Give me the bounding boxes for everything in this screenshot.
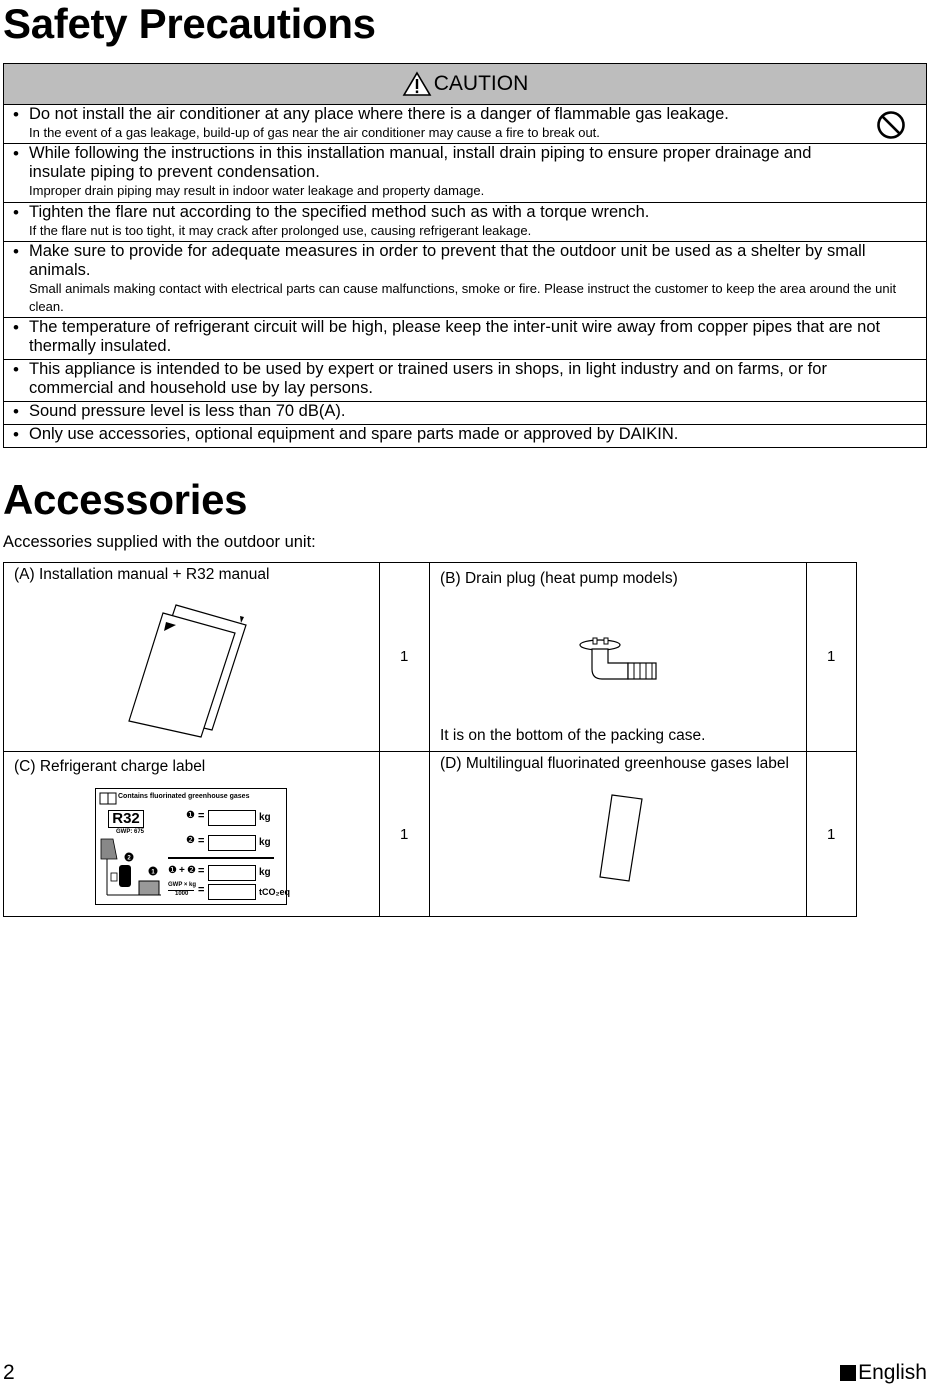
- refrigerant-charge-label-image: [95, 788, 290, 905]
- caution-item-main: Only use accessories, optional equipment and spare parts made or approved by DAIKIN.: [29, 425, 679, 443]
- charge-label-header: Contains fluorinated greenhouse gases: [118, 793, 250, 800]
- charge-field-co2: [208, 884, 256, 900]
- caution-header: [4, 64, 926, 105]
- caution-item-main: Tighten the flare nut according to the specified method such as with a torque wrench.: [29, 203, 650, 221]
- caution-item: [4, 360, 926, 402]
- caution-item: [4, 203, 926, 242]
- charge-unit-kg-total: kg: [259, 867, 271, 878]
- charge-field-2: [208, 835, 256, 851]
- bullet: •: [13, 425, 19, 444]
- bullet: •: [13, 203, 19, 222]
- accessory-label-a: (A) Installation manual + R32 manual: [14, 566, 270, 583]
- outdoor-unit-diagram-icon: [99, 833, 167, 903]
- charge-divisor: 1000: [175, 891, 189, 897]
- greenhouse-gas-label-icon: [597, 793, 647, 883]
- accessories-subtitle: Accessories supplied with the outdoor unit:: [3, 533, 316, 551]
- caution-item-main: This appliance is intended to be used by expert or trained users in shops, in light industry and on farms, or for commercial and household use by lay persons.: [29, 360, 827, 397]
- caution-item-main: Sound pressure level is less than 70 dB(A).: [29, 402, 346, 420]
- accessory-note-b: It is on the bottom of the packing case.: [440, 727, 706, 744]
- charge-mark-eq: =: [198, 835, 205, 847]
- caution-item-sub: Small animals making contact with electrical parts can cause malfunctions, smoke or fire. Please instruct the customer to keep the area around the unit clean.: [29, 281, 897, 314]
- language-indicator: [840, 1361, 927, 1385]
- page-title-safety: Safety Precautions: [3, 0, 376, 47]
- bullet: •: [13, 105, 19, 124]
- caution-item-sub: In the event of a gas leakage, build-up of gas near the air conditioner may cause a fire to break out.: [29, 125, 600, 140]
- caution-item: [4, 144, 926, 203]
- page-number: 2: [3, 1361, 15, 1384]
- charge-label-gwp: GWP: 675: [116, 829, 145, 835]
- bullet: •: [13, 318, 19, 337]
- language-label: English: [858, 1361, 927, 1384]
- accessory-qty-b: 1: [827, 648, 836, 665]
- charge-mark-plus: +: [179, 865, 185, 876]
- accessory-label-c: (C) Refrigerant charge label: [14, 758, 206, 775]
- caution-item-main: Do not install the air conditioner at any place where there is a danger of flammable gas leakage.: [29, 105, 729, 123]
- accessory-qty-cell-a: [380, 563, 430, 752]
- caution-item: [4, 425, 926, 447]
- accessory-cell-b: [430, 563, 807, 752]
- caution-item-sub: If the flare nut is too tight, it may crack after prolonged use, causing refrigerant leakage.: [29, 223, 532, 238]
- charge-unit-co2: tCO₂eq: [259, 887, 290, 897]
- caution-item-main: While following the instructions in this installation manual, install drain piping to ensure proper drainage and insulate piping to prevent condensation.: [29, 144, 812, 181]
- svg-text:2: 2: [127, 855, 131, 862]
- caution-box: [3, 63, 927, 448]
- charge-field-total: [208, 865, 256, 881]
- charge-mark-eq: =: [198, 884, 205, 896]
- caution-item: [4, 318, 926, 360]
- svg-text:1: 1: [151, 869, 155, 876]
- accessory-cell-a: [4, 563, 380, 752]
- book-icon: [99, 792, 117, 805]
- caution-item: [4, 105, 926, 144]
- accessory-qty-c: 1: [400, 826, 409, 843]
- prohibition-icon: [876, 110, 906, 140]
- charge-divider: [168, 857, 274, 859]
- caution-item-main: Make sure to provide for adequate measures in order to prevent that the outdoor unit be used as a shelter by small animals.: [29, 242, 866, 279]
- square-bullet-icon: [840, 1365, 856, 1381]
- accessory-qty-a: 1: [400, 648, 409, 665]
- charge-mark-2: ❷: [186, 835, 195, 846]
- caution-item: [4, 242, 926, 318]
- manual-booklet-icon: [124, 603, 254, 738]
- accessory-label-d: (D) Multilingual fluorinated greenhouse gases label: [440, 755, 789, 772]
- warning-triangle-icon: [402, 71, 432, 97]
- accessories-table: [3, 562, 857, 917]
- accessory-cell-d: [430, 752, 807, 916]
- charge-mark-eq: =: [198, 865, 205, 877]
- charge-unit-kg-1: kg: [259, 812, 271, 823]
- accessory-qty-d: 1: [827, 826, 836, 843]
- accessory-label-b: (B) Drain plug (heat pump models): [440, 570, 678, 587]
- caution-item-main: The temperature of refrigerant circuit will be high, please keep the inter-unit wire away from copper pipes that are not thermally insulated.: [29, 318, 881, 355]
- accessory-qty-cell-d: [807, 752, 857, 916]
- bullet: •: [13, 360, 19, 379]
- charge-unit-kg-2: kg: [259, 837, 271, 848]
- charge-label-refrigerant: R32: [108, 810, 144, 828]
- caution-label: CAUTION: [433, 72, 529, 95]
- drain-plug-icon: [578, 635, 662, 693]
- bullet: •: [13, 242, 19, 261]
- caution-item-sub: Improper drain piping may result in indoor water leakage and property damage.: [29, 183, 485, 198]
- charge-mark-1: ❶: [186, 810, 195, 821]
- charge-field-1: [208, 810, 256, 826]
- page-title-accessories: Accessories: [3, 476, 248, 523]
- caution-item: [4, 402, 926, 425]
- accessory-qty-cell-b: [807, 563, 857, 752]
- bullet: •: [13, 144, 19, 163]
- bullet: •: [13, 402, 19, 421]
- accessory-qty-cell-c: [380, 752, 430, 916]
- charge-mark-2: ❷: [187, 865, 196, 876]
- charge-mark-eq: =: [198, 810, 205, 822]
- accessory-cell-c: [4, 752, 380, 916]
- charge-mark-1: ❶: [168, 865, 177, 876]
- charge-formula: GWP × kg: [168, 882, 197, 888]
